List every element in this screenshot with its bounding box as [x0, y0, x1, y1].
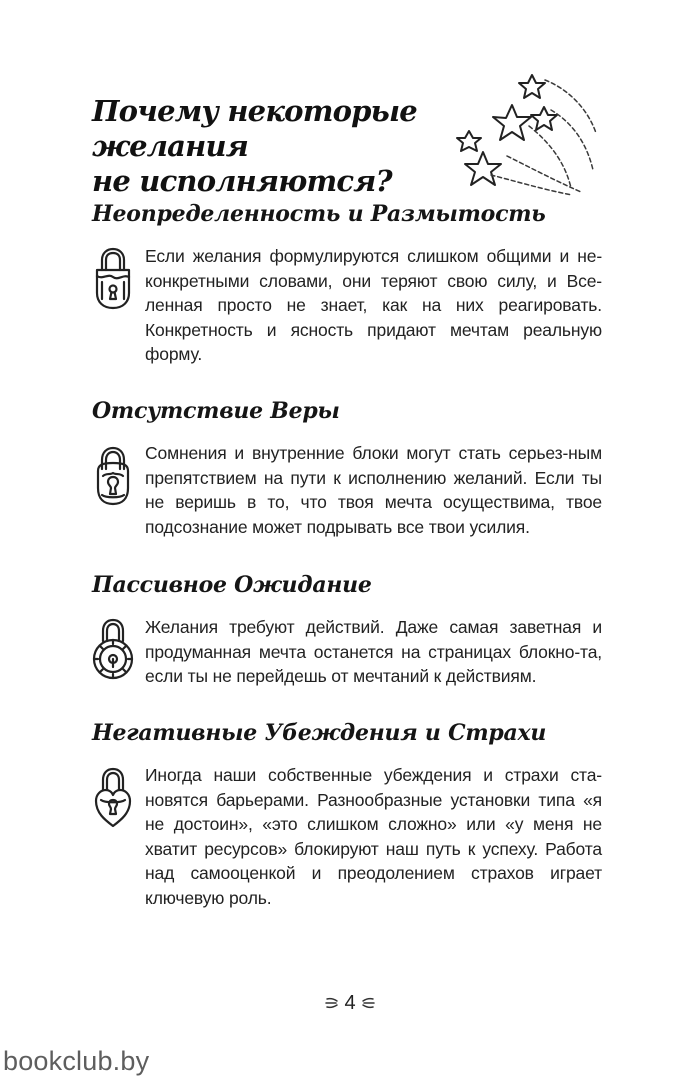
section-paragraph: Иногда наши собственные убеждения и страхи ста-новятся барьерами. Разнообразные установки типа «я не достоин», «это слишком сложно» или «у меня не хватит ресурсов» блокируют наш путь к успеху. Работа над самооценкой и преодолением страхов играет ключевую роль. — [145, 765, 602, 908]
page-number-area — [0, 988, 700, 1018]
section-paragraph: Желания требуют действий. Даже самая заветная и продуманная мечта останется на страницах блокно-та, если ты не перейдешь от мечтаний к действиям. — [145, 617, 602, 686]
section-title: Пассивное Ожидание — [92, 572, 372, 598]
section-title: Негативные Убеждения и Страхи — [92, 720, 547, 746]
watermark: bookclub.by — [3, 1046, 150, 1076]
section-paragraph: Сомнения и внутренние блоки могут стать серьез-ным препятствием на пути к исполнению желаний. Если ты не веришь в то, что твоя мечта осуществима, твое подсознание может подрывать все твои усилия. — [145, 443, 602, 537]
page-number: 4 — [344, 992, 356, 1014]
page-title — [92, 94, 447, 199]
section-uncertainty — [92, 200, 602, 367]
section-lack-of-faith — [92, 397, 602, 539]
page-title-line-1: Почему некоторые желания — [92, 94, 417, 163]
right-ornament-icon — [357, 994, 375, 1012]
heart-padlock-icon — [92, 765, 134, 831]
section-paragraph: Если желания формулируются слишком общими и не-конкретными словами, они теряют свою силу, и Все-ленная просто не знает, как на них реагировать. Конкретность и ясность придают мечтам реальную форму. — [145, 246, 602, 364]
section-body — [92, 763, 602, 910]
left-ornament-icon — [325, 994, 343, 1012]
section-passive-waiting — [92, 571, 602, 705]
stars-icon — [445, 68, 605, 198]
section-body — [92, 244, 602, 367]
combination-lock-icon — [92, 617, 134, 683]
round-padlock-icon — [92, 443, 134, 509]
page-title-line-2: не исполняются? — [92, 164, 392, 198]
section-title: Неопределенность и Размытость — [92, 201, 546, 227]
section-body — [92, 441, 602, 539]
section-body — [92, 615, 602, 705]
section-negative-beliefs — [92, 719, 602, 910]
padlock-icon — [92, 246, 134, 312]
section-title: Отсутствие Веры — [92, 398, 340, 424]
